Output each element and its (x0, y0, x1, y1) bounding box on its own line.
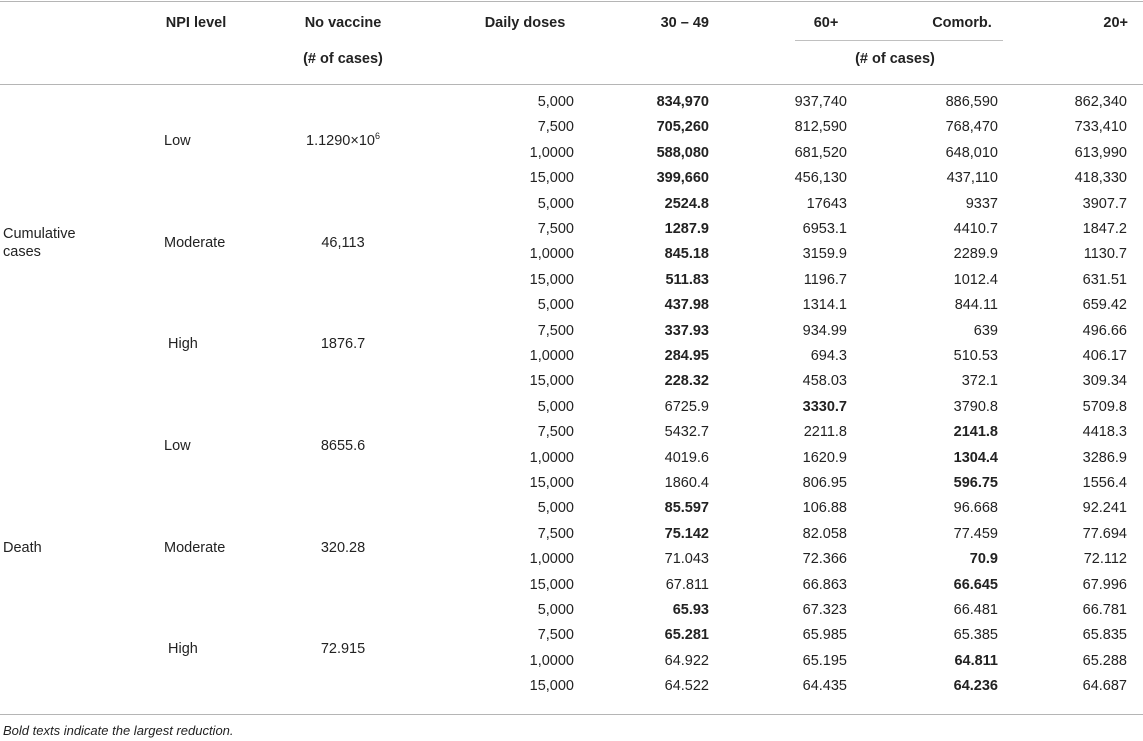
npi-level-label: Moderate (164, 234, 226, 251)
group-subrule (795, 40, 1003, 41)
cell-daily-doses: 1,0000 (529, 144, 574, 161)
cell-c20: 1556.4 (1082, 475, 1127, 491)
cell-daily-doses: 7,500 (537, 322, 574, 339)
outcome-label-line1: Cumulative (3, 225, 76, 242)
outcome-label (3, 225, 76, 261)
cell-daily-doses: 5,000 (537, 195, 574, 212)
cell-comorb: 70.9 (969, 551, 998, 568)
cell-daily-doses: 1,0000 (529, 551, 574, 568)
npi-level-label: High (168, 336, 198, 353)
cell-daily-doses: 7,500 (537, 525, 574, 542)
cell-comorb: 77.459 (953, 525, 998, 542)
cell-c60: 72.366 (802, 551, 847, 568)
cell-c30: 1860.4 (664, 475, 709, 491)
cell-c60: 82.058 (802, 525, 847, 542)
cell-c60: 456,130 (794, 170, 847, 187)
cell-c60: 6953.1 (802, 221, 847, 237)
cell-c30: 228.32 (664, 373, 709, 390)
no-vaccine-value: 8655.6 (320, 437, 366, 454)
cell-daily-doses: 5,000 (537, 398, 574, 415)
header-no-vaccine: No vaccine (304, 15, 382, 31)
cell-daily-doses: 5,000 (537, 297, 574, 314)
header-60-plus: 60+ (813, 15, 839, 31)
cell-c60: 812,590 (794, 119, 847, 136)
cell-c60: 3330.7 (802, 398, 847, 415)
cell-c20: 406.17 (1082, 348, 1127, 364)
no-vaccine-exponent: 6 (374, 131, 380, 142)
header-group-sub: (# of cases) (855, 51, 935, 67)
cell-c60: 64.435 (802, 678, 847, 695)
cell-c20: 77.694 (1082, 525, 1127, 542)
cell-daily-doses: 15,000 (529, 678, 574, 695)
cell-daily-doses: 1,0000 (529, 246, 574, 263)
cell-comorb: 64.236 (953, 678, 998, 695)
cell-c30: 67.811 (665, 576, 709, 593)
cell-daily-doses: 1,0000 (529, 449, 574, 466)
cell-comorb: 96.668 (953, 500, 998, 517)
cell-c20: 67.996 (1082, 576, 1127, 593)
cell-c60: 1314.1 (802, 297, 847, 314)
cell-c60: 1196.7 (803, 271, 847, 288)
cell-c30: 705,260 (656, 119, 709, 136)
cell-comorb: 648,010 (945, 144, 998, 161)
cell-daily-doses: 15,000 (529, 170, 574, 187)
cell-c60: 2211.8 (803, 424, 847, 441)
header-npi-level: NPI level (165, 15, 227, 31)
cell-c60: 934.99 (802, 322, 847, 339)
cell-c30: 511.83 (665, 271, 709, 288)
cell-c30: 845.18 (664, 246, 709, 263)
cell-c20: 659.42 (1082, 297, 1127, 314)
cell-c20: 418,330 (1074, 170, 1127, 187)
cell-c60: 1620.9 (802, 449, 847, 466)
cell-comorb: 64.811 (954, 652, 998, 669)
cell-comorb: 768,470 (945, 119, 998, 136)
cell-c30: 71.043 (664, 551, 709, 568)
cell-c60: 694.3 (810, 348, 847, 364)
cell-comorb: 66.645 (953, 576, 998, 593)
cell-comorb: 639 (973, 322, 998, 339)
cell-comorb: 372.1 (961, 373, 998, 390)
cell-c60: 67.323 (802, 602, 847, 618)
cell-c20: 72.112 (1083, 551, 1127, 568)
cell-comorb: 9337 (965, 195, 998, 212)
cell-comorb: 4410.7 (953, 221, 998, 237)
cell-c60: 65.195 (802, 652, 847, 669)
cell-c20: 3286.9 (1082, 449, 1127, 466)
cell-comorb: 437,110 (946, 170, 998, 187)
cell-c30: 75.142 (664, 525, 709, 542)
cell-comorb: 1012.4 (953, 271, 998, 288)
cell-c20: 4418.3 (1082, 424, 1127, 441)
cell-c60: 937,740 (794, 94, 847, 110)
cell-c20: 496.66 (1082, 322, 1127, 339)
cell-c20: 64.687 (1082, 678, 1127, 695)
cell-c60: 17643 (806, 195, 847, 212)
outcome-label-line2: cases (3, 243, 41, 260)
cell-comorb: 3790.8 (953, 398, 998, 415)
cell-c30: 4019.6 (664, 449, 709, 466)
cell-c20: 65.288 (1082, 652, 1127, 669)
cell-daily-doses: 7,500 (537, 627, 574, 644)
cell-daily-doses: 1,0000 (529, 348, 574, 364)
cell-c20: 92.241 (1082, 500, 1127, 517)
cell-c20: 5709.8 (1082, 398, 1127, 415)
no-vaccine-base: 1.1290×10 (306, 133, 375, 150)
cell-comorb: 844.11 (954, 297, 998, 314)
cell-daily-doses: 15,000 (529, 373, 574, 390)
cell-c20: 631.51 (1082, 271, 1127, 288)
cell-daily-doses: 15,000 (529, 576, 574, 593)
cell-c30: 1287.9 (664, 221, 709, 237)
cell-c20: 66.781 (1082, 602, 1127, 618)
cell-c30: 64.522 (664, 678, 709, 695)
cell-c20: 3907.7 (1082, 195, 1127, 212)
no-vaccine-value (306, 132, 380, 150)
cell-c30: 588,080 (656, 144, 709, 161)
cell-c30: 2524.8 (664, 195, 709, 212)
outcome-label: Death (3, 539, 42, 556)
npi-level-label: Low (164, 133, 191, 150)
cell-c60: 681,520 (794, 144, 847, 161)
no-vaccine-value: 72.915 (320, 641, 366, 658)
npi-level-label: Moderate (164, 539, 226, 556)
cell-c30: 399,660 (656, 170, 709, 187)
cell-c30: 65.281 (664, 627, 709, 644)
footnote: Bold texts indicate the largest reduction. (3, 723, 234, 738)
cell-comorb: 2141.8 (953, 424, 998, 441)
cell-c60: 458.03 (802, 373, 847, 390)
cell-daily-doses: 15,000 (529, 475, 574, 491)
no-vaccine-value: 1876.7 (320, 336, 366, 353)
cell-comorb: 1304.4 (953, 449, 998, 466)
cell-daily-doses: 7,500 (537, 221, 574, 237)
cell-c20: 862,340 (1074, 94, 1127, 110)
cell-c60: 66.863 (802, 576, 847, 593)
cell-c60: 106.88 (802, 500, 847, 517)
cell-c60: 65.985 (802, 627, 847, 644)
cell-comorb: 886,590 (945, 94, 998, 110)
cell-daily-doses: 1,0000 (529, 652, 574, 669)
cell-c60: 806.95 (802, 475, 847, 491)
header-20-plus: 20+ (1103, 15, 1128, 31)
cell-c30: 6725.9 (664, 398, 709, 415)
cell-c30: 437.98 (664, 297, 709, 314)
cell-c30: 5432.7 (664, 424, 709, 441)
cell-c60: 3159.9 (802, 246, 847, 263)
header-30-49: 30 – 49 (660, 15, 709, 31)
npi-level-label: Low (164, 437, 191, 454)
bottom-rule (0, 714, 1143, 715)
cell-c30: 65.93 (672, 602, 709, 618)
cell-daily-doses: 7,500 (537, 424, 574, 441)
cell-daily-doses: 15,000 (529, 271, 574, 288)
cell-comorb: 510.53 (953, 348, 998, 364)
top-rule (0, 1, 1143, 2)
cell-daily-doses: 5,000 (537, 602, 574, 618)
cell-c30: 284.95 (664, 348, 709, 364)
cell-c30: 834,970 (656, 94, 709, 110)
cell-comorb: 66.481 (953, 602, 998, 618)
header-daily-doses: Daily doses (484, 15, 566, 31)
header-comorb: Comorb. (932, 15, 992, 31)
header-rule (0, 84, 1143, 85)
cell-comorb: 65.385 (953, 627, 998, 644)
cell-c20: 309.34 (1082, 373, 1127, 390)
no-vaccine-value: 46,113 (321, 234, 365, 251)
cell-daily-doses: 7,500 (537, 119, 574, 136)
cell-c30: 337.93 (664, 322, 709, 339)
header-no-vaccine-sub: (# of cases) (303, 51, 383, 67)
cell-c20: 733,410 (1074, 119, 1127, 136)
cell-c20: 613,990 (1074, 144, 1127, 161)
cell-daily-doses: 5,000 (537, 500, 574, 517)
npi-level-label: High (168, 641, 198, 658)
cell-c30: 64.922 (664, 652, 709, 669)
cell-c20: 1847.2 (1082, 221, 1127, 237)
cell-comorb: 596.75 (953, 475, 998, 491)
cell-comorb: 2289.9 (953, 246, 998, 263)
cell-c30: 85.597 (664, 500, 709, 517)
cell-c20: 1130.7 (1083, 246, 1127, 263)
no-vaccine-value: 320.28 (320, 539, 366, 556)
cell-daily-doses: 5,000 (537, 94, 574, 110)
cell-c20: 65.835 (1082, 627, 1127, 644)
